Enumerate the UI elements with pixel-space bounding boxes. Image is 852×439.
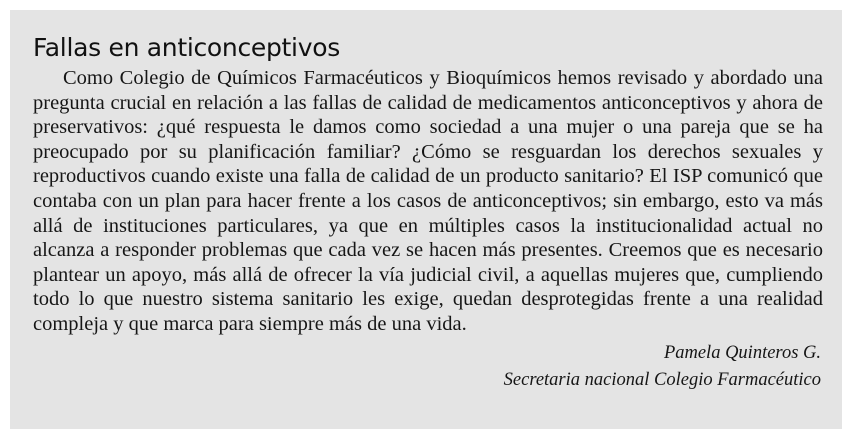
article-body: Como Colegio de Químicos Farmacéuticos y Bioquímicos hemos revisado y abordado una pregunta crucial en relación a las fallas de calidad de medicamentos anticonceptivos y ahora de preservativos: ¿qué respuesta le damos como sociedad a una mujer o una pareja que se ha preocupado por su planificación familiar? ¿Cómo se resguardan los derechos sexuales y reproductivos cuando existe una falla de calidad de un producto sanitario? El ISP comunicó que contaba con un plan para hacer frente a los casos de anticonceptivos; sin embargo, esto va más allá de instituciones particulares, ya que en múltiples casos la institucionalidad actual no alcanza a responder problemas que cada vez se hacen más presentes. Creemos que es necesario plantear un apoyo, más allá de ofrecer la vía judicial civil, a aquellas mujeres que, cumpliendo todo lo que nuestro sistema sanitario les exige, quedan desprotegidas frente a una realidad compleja y que marca para siempre más de una vida. [33, 67, 823, 335]
signature-block [33, 340, 823, 394]
letter-clipping [10, 10, 842, 429]
author-role: Secretaria nacional Colegio Farmacéutico [503, 369, 821, 390]
author-name: Pamela Quinteros G. [663, 342, 821, 363]
article-title: Fallas en anticonceptivos [33, 33, 340, 62]
